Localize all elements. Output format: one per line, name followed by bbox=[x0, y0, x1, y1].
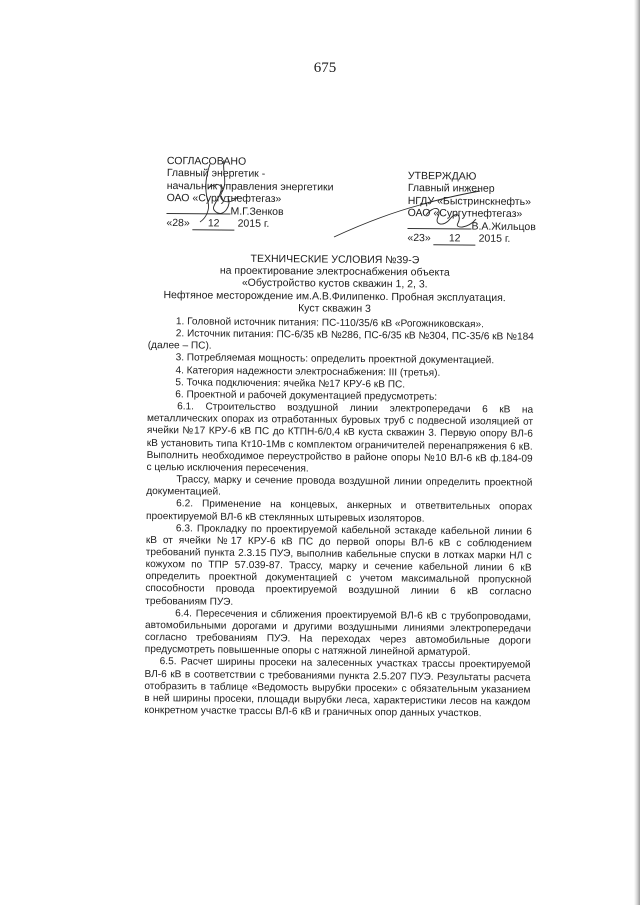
paragraph-6-1-continued: Трассу, марку и сечение провода воздушной линии определить проектной документацией. bbox=[146, 474, 533, 498]
approval-left-line1: Главный энергетик - bbox=[166, 167, 266, 181]
document-title-block bbox=[149, 252, 520, 316]
item-4: 4. Категория надежности электроснабжения: III (третья). bbox=[175, 364, 441, 379]
title-line-3: «Обустройство кустов скважин 1, 2, 3. bbox=[241, 277, 428, 291]
right-signature bbox=[330, 185, 500, 245]
approval-left-date-month: 12 bbox=[193, 217, 235, 231]
approval-right-title: УТВЕРЖДАЮ bbox=[407, 170, 477, 183]
page-number: 675 bbox=[313, 60, 337, 76]
approval-left-signer: М.Г.Зенков bbox=[230, 205, 284, 218]
item-6: 6. Проектной и рабочей документацией предусмотреть: bbox=[175, 389, 438, 403]
approval-left-date-day: «28» bbox=[166, 217, 190, 230]
approval-right-line3: ОАО «Сургутнефтегаз» bbox=[407, 207, 523, 221]
title-line-4: Нефтяное месторождение им.А.В.Филипенко. Пробная эксплуатация. bbox=[163, 288, 506, 304]
approval-right-date-month: 12 bbox=[434, 232, 476, 246]
title-line-2: на проектирование электроснабжения объекта bbox=[219, 264, 450, 279]
approval-left-date-year: 2015 г. bbox=[237, 217, 270, 230]
paragraph-6-1: 6.1. Строительство воздушной линии электропередачи 6 кВ на металлических опорах из отработанных буровых труб с подвесной изоляцией от ячейки №17 КРУ-6 кВ ПС до КТПН-6/0,4 кВ куста скважин 3. Первую опору ВЛ-6 кВ установить типа Кт10-1Мв с комплектом ограничителей перенапряжения 6 кВ. Выполнить необходимое переустройство в районе опоры №10 ВЛ-6 кВ ф.184-09 с целью исключения пересечения. bbox=[146, 401, 534, 475]
paragraph-6-3: 6.3. Прокладку по проектируемой кабельной эстакаде кабельной линии 6 кВ от ячейки №17 КРУ-6 кВ ПС до первой опоры ВЛ-6 кВ с соблюдением требований пункта 2.3.15 ПУЭ, выполнив кабельные спуски в лотках марки НЛ с кожухом по ТПР 57.039-87. Трассу, марку и сечение кабельной линии 6 кВ определить проектной документацией с учетом максимальной пропускной способности провода проектируемой воздушной линии 6 кВ согласно требованиям ПУЭ. bbox=[145, 522, 532, 608]
item-2: 2. Источник питания: ПС-6/35 кВ №286, ПС-6/35 кВ №304, ПС-35/6 кВ №184 (далее – ПС). bbox=[147, 328, 534, 352]
approval-right-date-year: 2015 г. bbox=[478, 232, 511, 245]
approval-left-title: СОГЛАСОВАНО bbox=[166, 155, 247, 168]
approval-right-signer: В.А.Жильцов bbox=[471, 220, 536, 233]
left-signature bbox=[180, 158, 270, 228]
title-line-1: ТЕХНИЧЕСКИЕ УСЛОВИЯ №39-Э bbox=[250, 252, 420, 267]
approval-right-line2: НГДУ «Быстринскнефть» bbox=[407, 194, 532, 208]
paragraph-6-2: 6.2. Применение на концевых, анкерных и ответвительных опорах проектируемой ВЛ-6 кВ стеклянных штыревых изоляторов. bbox=[146, 498, 533, 525]
paragraph-6-4: 6.4. Пересечения и сближения проектируемой ВЛ-6 кВ с трубопроводами, автомобильными дорогами и другими воздушными линиями электропередачи согласно требованиям ПУЭ. На переходах через автомобильные дороги предусмотреть повышенные опоры с натяжной линейной арматурой. bbox=[144, 608, 532, 659]
scan-edge-shadow bbox=[634, 0, 640, 905]
paragraph-6-5: 6.5. Расчет ширины просеки на залесенных участках трассы проектируемой ВЛ-6 кВ в соответствии с требованиями пункта 2.5.207 ПУЭ. Результаты расчета отобразить в таблице «Ведомость вырубки просеки» с обязательным указанием в ней ширины просеки, площади вырубки леса, характеристики лесов на каждом конкретном участке трассы ВЛ-6 кВ и граничных опор данных участков. bbox=[144, 656, 531, 720]
approval-left-line3: ОАО «Сургутнефтегаз» bbox=[166, 192, 282, 206]
approval-left-line2: начальник управления энергетики bbox=[166, 179, 334, 194]
approval-right-line1: Главный инженер bbox=[407, 182, 495, 196]
title-line-5: Куст скважин 3 bbox=[298, 302, 371, 315]
approval-right-date-day: «23» bbox=[407, 232, 431, 245]
item-1: 1. Головной источник питания: ПС-110/35/6 кВ «Рогожниковская». bbox=[175, 316, 485, 331]
item-5: 5. Точка подключения: ячейка №17 КРУ-6 кВ ПС. bbox=[175, 377, 406, 391]
document-body bbox=[144, 316, 534, 721]
item-3: 3. Потребляемая мощность: определить проектной документацией. bbox=[175, 352, 495, 367]
